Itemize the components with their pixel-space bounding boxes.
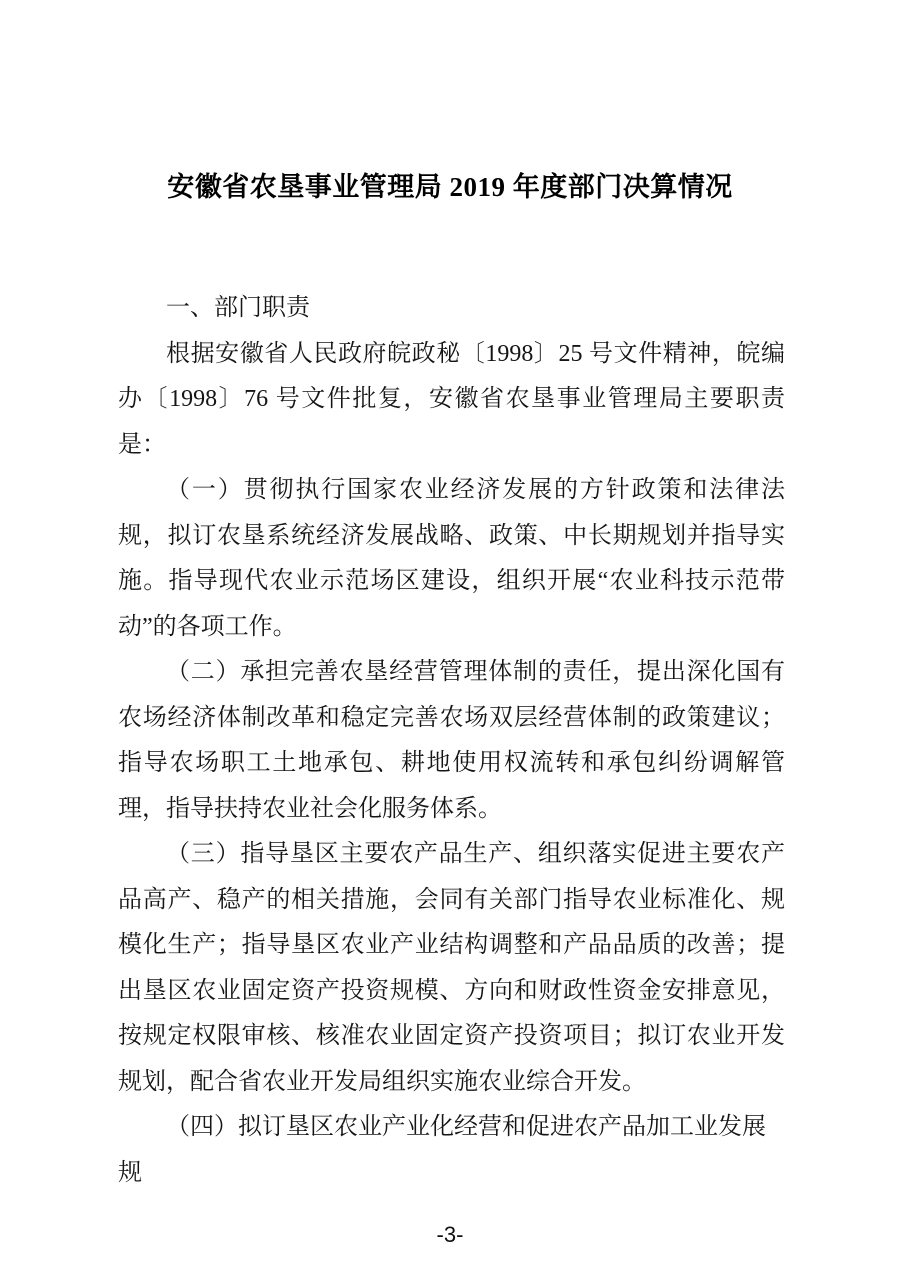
paragraph-duty-3: （三）指导垦区主要农产品生产、组织落实促进主要农产品高产、稳产的相关措施，会同有关部门指导农业标准化、规模化生产；指导垦区农业产业结构调整和产品品质的改善；提出垦区农业固定资产投资规模、方向和财政性资金安排意见，按规定权限审核、核准农业固定资产投资项目；拟订农业开发规划，配合省农业开发局组织实施农业综合开发。 [118,841,785,1095]
document-body [118,286,785,1196]
paragraph-duty-1: （一）贯彻执行国家农业经济发展的方针政策和法律法规，拟订农垦系统经济发展战略、政策、中长期规划并指导实施。指导现代农业示范场区建设，组织开展“农业科技示范带动”的各项工作。 [118,477,785,640]
paragraph-duty-2: （二）承担完善农垦经营管理体制的责任，提出深化国有农场经济体制改革和稳定完善农场双层经营体制的政策建议；指导农场职工土地承包、耕地使用权流转和承包纠纷调解管理，指导扶持农业社会化服务体系。 [118,659,785,822]
paragraph-duty-4: （四）拟订垦区农业产业化经营和促进农产品加工业发展规 [118,1114,766,1186]
paragraph-intro: 根据安徽省人民政府皖政秘〔1998〕25 号文件精神，皖编办〔1998〕76 号文件批复，安徽省农垦事业管理局主要职责是： [118,340,785,458]
page-number: -3- [436,1222,464,1247]
section-heading: 一、部门职责 [166,295,310,321]
document-title: 安徽省农垦事业管理局 2019 年度部门决算情况 [167,172,733,202]
